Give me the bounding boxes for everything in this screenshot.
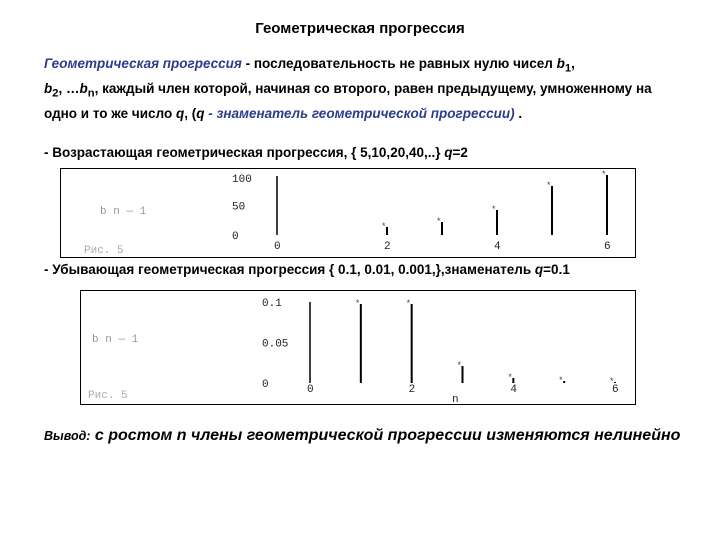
y-tick-label: 50 (232, 201, 246, 214)
bar-marker: * (610, 376, 614, 386)
x-tick-label: 2 (384, 241, 391, 253)
bar-marker: * (508, 372, 512, 382)
denominator-note: - знаменатель геометрической прогрессии) (204, 106, 515, 122)
definition-text-2: , каждый член которой, начиная со второго, равен предыдущему, умноженному на одно и то же число (44, 81, 652, 122)
increasing-q-value: =2 (452, 145, 468, 160)
x-axis-label: n (452, 394, 459, 406)
x-tick-label: 6 (612, 384, 619, 396)
decreasing-line (44, 262, 570, 277)
bar-marker: * (547, 180, 551, 190)
bar-marker: * (602, 169, 606, 179)
faint-side-label: b n — 1 (92, 334, 139, 346)
definition-paragraph (44, 54, 684, 125)
bar-marker: * (355, 298, 360, 308)
definition-term: Геометрическая прогрессия (44, 56, 242, 71)
b2-subscript: 2 (52, 87, 59, 100)
definition-text-5: . (514, 106, 523, 122)
x-tick-label: 6 (604, 241, 611, 253)
dots: , … (58, 81, 80, 97)
bar-marker: * (559, 375, 563, 385)
y-tick-label: 100 (232, 174, 252, 186)
decreasing-q: q (534, 262, 544, 277)
b1-subscript: 1 (564, 62, 572, 75)
increasing-q: q (444, 145, 453, 160)
y-tick-label: 0.1 (262, 298, 282, 310)
x-tick-label: 0 (274, 241, 281, 253)
y-tick-label: 0 (262, 379, 269, 391)
y-tick-label: 0.05 (262, 338, 289, 351)
decreasing-chart (80, 290, 640, 410)
x-tick-label: 4 (510, 384, 517, 396)
bar-marker: * (492, 204, 496, 214)
increasing-chart (60, 168, 636, 258)
bar-marker: * (437, 216, 441, 226)
bar-marker: * (382, 221, 386, 231)
bn-symbol: b (79, 81, 88, 97)
q-symbol-2: q (196, 106, 205, 122)
slide-title: Геометрическая прогрессия (255, 20, 465, 37)
conclusion-label: Вывод: (44, 429, 91, 443)
faint-side-label: b n — 1 (100, 206, 147, 218)
bar-marker: * (406, 298, 411, 308)
increasing-line (44, 145, 468, 160)
bn-subscript: n (87, 87, 95, 100)
x-tick-label: 0 (307, 384, 314, 396)
definition-text-1: - последовательность не равных нулю чисел (241, 56, 557, 71)
b2-symbol: b (44, 81, 53, 97)
faint-caption: Рис. 5 (84, 245, 124, 257)
conclusion-text: с ростом n члены геометрической прогрессии изменяются нелинейно (90, 427, 681, 444)
comma-1: , (571, 56, 575, 71)
conclusion (44, 424, 694, 448)
decreasing-q-value: =0.1 (543, 262, 570, 277)
x-tick-label: 4 (494, 241, 501, 253)
faint-caption: Рис. 5 (88, 390, 128, 402)
b1-symbol: b (556, 56, 565, 71)
q-symbol: q (175, 106, 185, 122)
increasing-text: - Возрастающая геометрическая прогрессия, { 5,10,20,40,..} (44, 145, 445, 160)
bar-marker: * (457, 360, 462, 370)
y-tick-label: 0 (232, 231, 239, 243)
decreasing-text: - Убывающая геометрическая прогрессия { 0.1, 0.01, 0.001,},знаменатель (44, 262, 535, 277)
definition-text-3: , ( (184, 106, 197, 122)
x-tick-label: 2 (408, 384, 416, 396)
